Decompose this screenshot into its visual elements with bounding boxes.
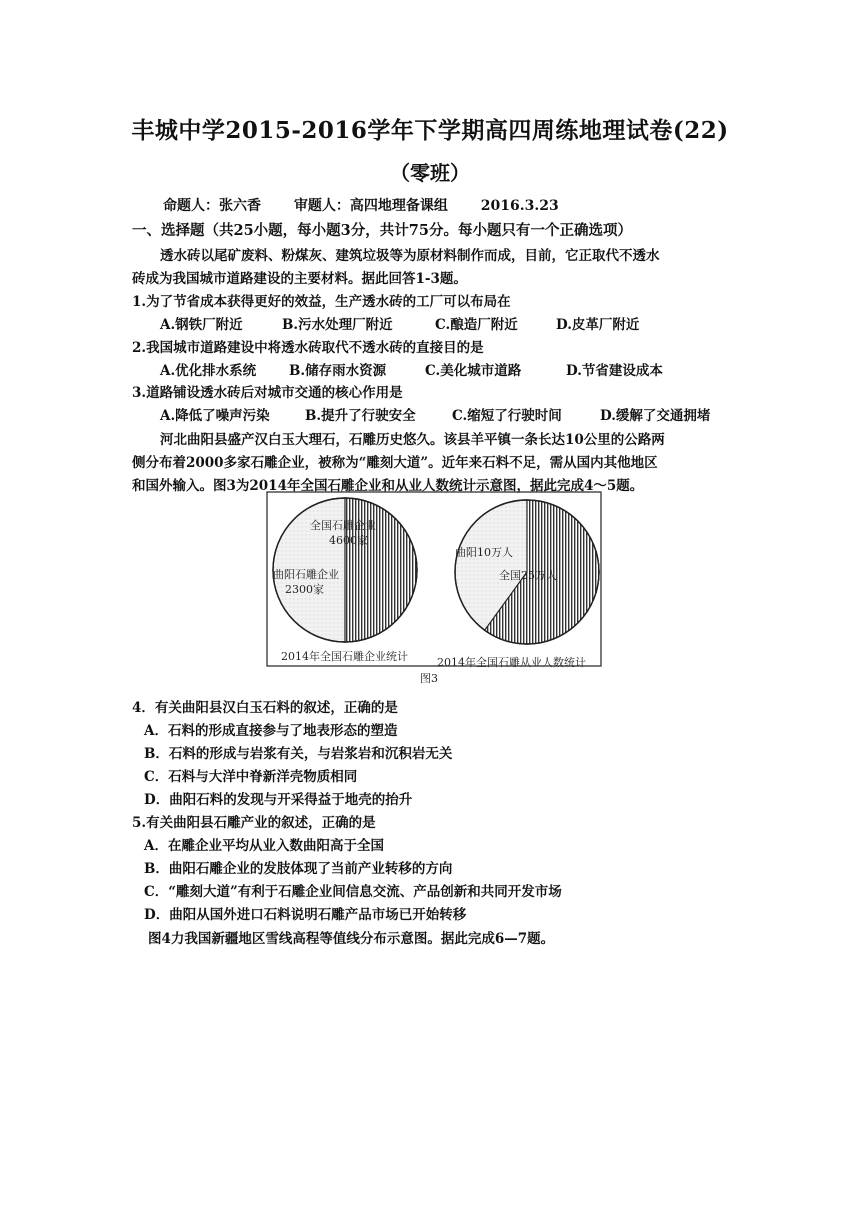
closing-line: 图4力我国新疆地区雪线高程等值线分布示意图。据此完成6—7题。 (148, 931, 555, 947)
question-5-option-c: C．“雕刻大道”有利于石雕企业间信息交流、产品创新和共同开发市场 (144, 884, 562, 900)
pie1-part-label-2: 2300家 (285, 583, 324, 596)
question-5-stem: 5.有关曲阳县石雕产业的叙述，正确的是 (132, 815, 376, 831)
question-4-stem: 4．有关曲阳县汉白玉石料的叙述，正确的是 (132, 700, 398, 716)
question-1-stem: 1.为了节省成本获得更好的效益，生产透水砖的工厂可以布局在 (132, 294, 511, 310)
question-1-option-c: C.酿造厂附近 (435, 317, 518, 333)
passage2-line2: 侧分布着2000多家石雕企业，被称为“雕刻大道”。近年来石料不足，需从国内其他地区 (132, 455, 658, 471)
question-4-option-a: A．石料的形成直接参与了地表形态的塑造 (144, 723, 398, 739)
section-heading: 一、选择题（共25小题，每小题3分，共计75分。每小题只有一个正确选项） (132, 222, 632, 239)
question-2-option-b: B.储存雨水资源 (289, 363, 387, 379)
question-2-stem: 2.我国城市道路建设中将透水砖取代不透水砖的直接目的是 (132, 340, 484, 356)
passage1-line2: 砖成为我国城市道路建设的主要材料。据此回答1-3题。 (132, 271, 467, 287)
question-2-option-a: A.优化排水系统 (160, 363, 257, 379)
question-2-option-c: C.美化城市道路 (425, 363, 522, 379)
question-1-option-d: D.皮革厂附近 (556, 317, 640, 333)
question-3-option-d: D.缓解了交通拥堵 (600, 408, 711, 424)
question-3-option-b: B.提升了行驶安全 (305, 408, 416, 424)
exam-date: 2016.3.23 (480, 198, 559, 214)
pie2-title: 2014年全国石雕从业人数统计 (437, 656, 586, 669)
question-3-stem: 3.道路铺设透水砖后对城市交通的核心作用是 (132, 385, 403, 401)
question-5-option-b: B．曲阳石雕企业的发肢体现了当前产业转移的方向 (144, 861, 453, 877)
question-4-option-c: C．石料与大洋中脊新洋壳物质相同 (144, 769, 358, 785)
question-1-option-b: B.污水处理厂附近 (282, 317, 393, 333)
question-3-option-a: A.降低了噪声污染 (160, 408, 270, 424)
figure-caption: 图3 (420, 672, 438, 685)
question-1-option-a: A.钢铁厂附近 (160, 317, 243, 333)
question-5-option-d: D．曲阳从国外进口石料说明石雕产品市场已开始转移 (144, 907, 467, 923)
passage2-line1: 河北曲阳县盛产汉白玉大理石，石雕历史悠久。该县羊平镇一条长达10公里的公路两 (160, 432, 665, 448)
figure-3 (265, 490, 603, 686)
pie1-total-label-2: 4600家 (329, 534, 368, 547)
question-2-option-d: D.节省建设成本 (566, 363, 663, 379)
exam-meta (163, 195, 587, 215)
passage2-line3: 和国外输入。图3为2014年全国石雕企业和从业人数统计示意图，据此完成4～5题。 (132, 478, 644, 494)
pie2-total-label: 全国25万人 (499, 569, 557, 582)
question-3-option-c: C.缩短了行驶时间 (452, 408, 562, 424)
question-4-option-d: D．曲阳石料的发现与开采得益于地壳的抬升 (144, 792, 413, 808)
reviewer: 审题人：高四地理备课组 (293, 198, 448, 214)
pie1-total-label-1: 全国石雕企业 (310, 519, 376, 532)
pie1-part-label-1: 曲阳石雕企业 (273, 568, 339, 581)
question-4-option-b: B．石料的形成与岩浆有关，与岩浆岩和沉积岩无关 (144, 746, 453, 762)
exam-subtitle: （零班） (390, 161, 470, 185)
setter: 命题人：张六香 (163, 198, 261, 214)
figure-3-svg (265, 490, 603, 686)
pie1-title: 2014年全国石雕企业统计 (281, 650, 408, 663)
passage1-line1: 透水砖以尾矿废料、粉煤灰、建筑垃圾等为原材料制作而成，目前，它正取代不透水 (160, 248, 660, 264)
question-5-option-a: A．在雕企业平均从业入数曲阳高于全国 (144, 838, 384, 854)
pie2-part-label: 曲阳10万人 (455, 546, 513, 559)
exam-title: 丰城中学2015-2016学年下学期高四周练地理试卷(22) (131, 117, 729, 144)
